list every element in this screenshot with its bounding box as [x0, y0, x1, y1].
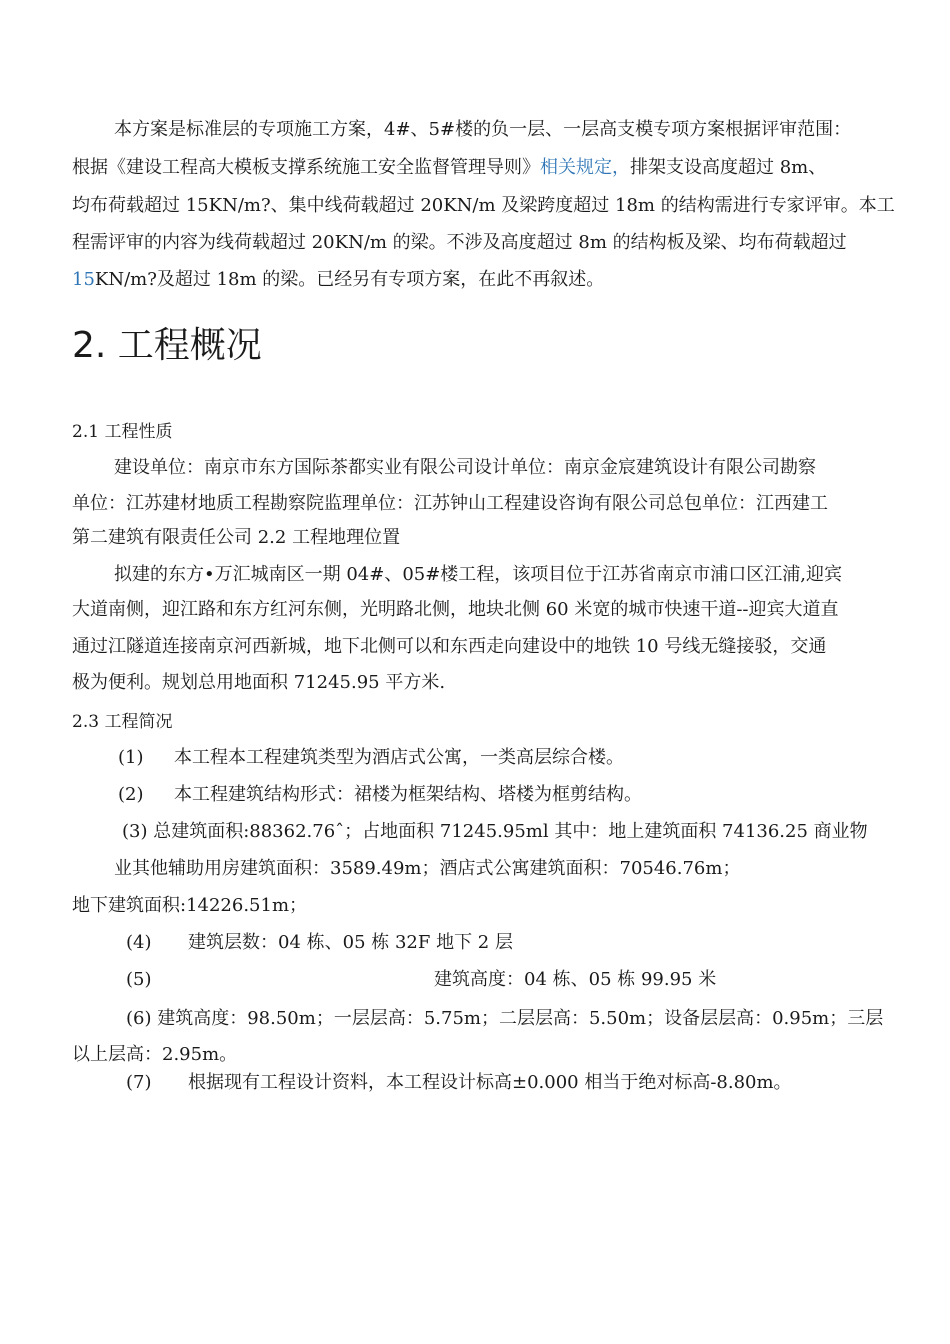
s21-line-2: 单位：江苏建材地质工程勘察院监理单位：江苏钟山工程建设咨询有限公司总包单位：江西建工 [72, 493, 828, 514]
intro-line-2-link: 相关规定， [540, 157, 630, 178]
intro-line-2 [72, 156, 826, 180]
s23-item-5-number: (5) [126, 969, 152, 990]
intro-line-2-c: 排架支设高度超过 8m、 [630, 157, 827, 178]
s23-item-2-text: 本工程建筑结构形式：裙楼为框架结构、塔楼为框剪结构。 [174, 784, 642, 805]
s23-item-6-line-2: 以上层高：2.95m。 [72, 1044, 238, 1065]
s22-line-2: 大道南侧，迎江路和东方红河东侧，光明路北侧，地块北侧 60 米宽的城市快速干道--迎宾大道直 [72, 599, 839, 620]
s23-item-3-line-1: (3) 总建筑面积:88362.76ˆ；占地面积 71245.95ml 其中：地上建筑面积 74136.25 商业物 [122, 821, 868, 842]
s21-heading: 2.1 工程性质 [72, 422, 173, 442]
s23-item-6-line-1: (6) 建筑高度：98.50m；一层层高：5.75m；二层层高：5.50m；设备层层高：0.95m；三层 [126, 1008, 884, 1029]
s23-item-5-text: 建筑高度：04 栋、05 栋 99.95 米 [434, 969, 717, 990]
s22-line-1: 拟建的东方•万汇城南区一期 04#、05#楼工程，该项目位于江苏省南京市浦口区江浦,迎宾 [114, 564, 843, 585]
intro-line-5 [72, 268, 604, 292]
intro-line-5-a: 15 [72, 269, 95, 290]
s23-item-3-line-2: 业其他辅助用房建筑面积：3589.49m；酒店式公寓建筑面积：70546.76m； [114, 858, 741, 879]
section-title: 2. 工程概况 [72, 325, 262, 366]
s22-line-3: 通过江隧道连接南京河西新城，地下北侧可以和东西走向建设中的地铁 10 号线无缝接驳，交通 [72, 636, 827, 657]
intro-line-1: 本方案是标准层的专项施工方案，4#、5#楼的负一层、一层高支模专项方案根据评审范围： [114, 119, 852, 140]
s21-line-3: 第二建筑有限责任公司 2.2 工程地理位置 [72, 527, 401, 548]
s22-line-4: 极为便利。规划总用地面积 71245.95 平方米. [72, 672, 446, 693]
s21-line-1: 建设单位：南京市东方国际茶都实业有限公司设计单位：南京金宸建筑设计有限公司勘察 [114, 457, 816, 478]
s23-item-3-line-3: 地下建筑面积:14226.51m； [72, 895, 308, 916]
intro-line-4: 程需评审的内容为线荷载超过 20KN/m 的梁。不涉及高度超过 8m 的结构板及梁、均布荷载超过 [72, 232, 847, 253]
s23-item-7-text: 根据现有工程设计资料，本工程设计标高±0.000 相当于绝对标高-8.80m。 [188, 1072, 792, 1093]
s23-heading: 2.3 工程简况 [72, 712, 173, 732]
s23-item-4-number: (4) [126, 932, 152, 953]
s23-item-4-text: 建筑层数：04 栋、05 栋 32F 地下 2 层 [188, 932, 513, 953]
intro-line-5-b: KN/m?及超过 18m 的梁。已经另有专项方案，在此不再叙述。 [94, 269, 605, 290]
s23-item-7-number: (7) [126, 1072, 152, 1093]
s23-item-1-number: (1) [118, 747, 144, 768]
intro-line-3: 均布荷载超过 15KN/m?、集中线荷载超过 20KN/m 及梁跨度超过 18m 的结构需进行专家评审。本工 [72, 195, 895, 216]
s23-item-2-number: (2) [118, 784, 144, 805]
intro-line-2-a: 根据《建设工程高大模板支撑系统施工安全监督管理导则》 [72, 157, 540, 178]
s23-item-1-text: 本工程本工程建筑类型为酒店式公寓，一类高层综合楼。 [174, 747, 624, 768]
